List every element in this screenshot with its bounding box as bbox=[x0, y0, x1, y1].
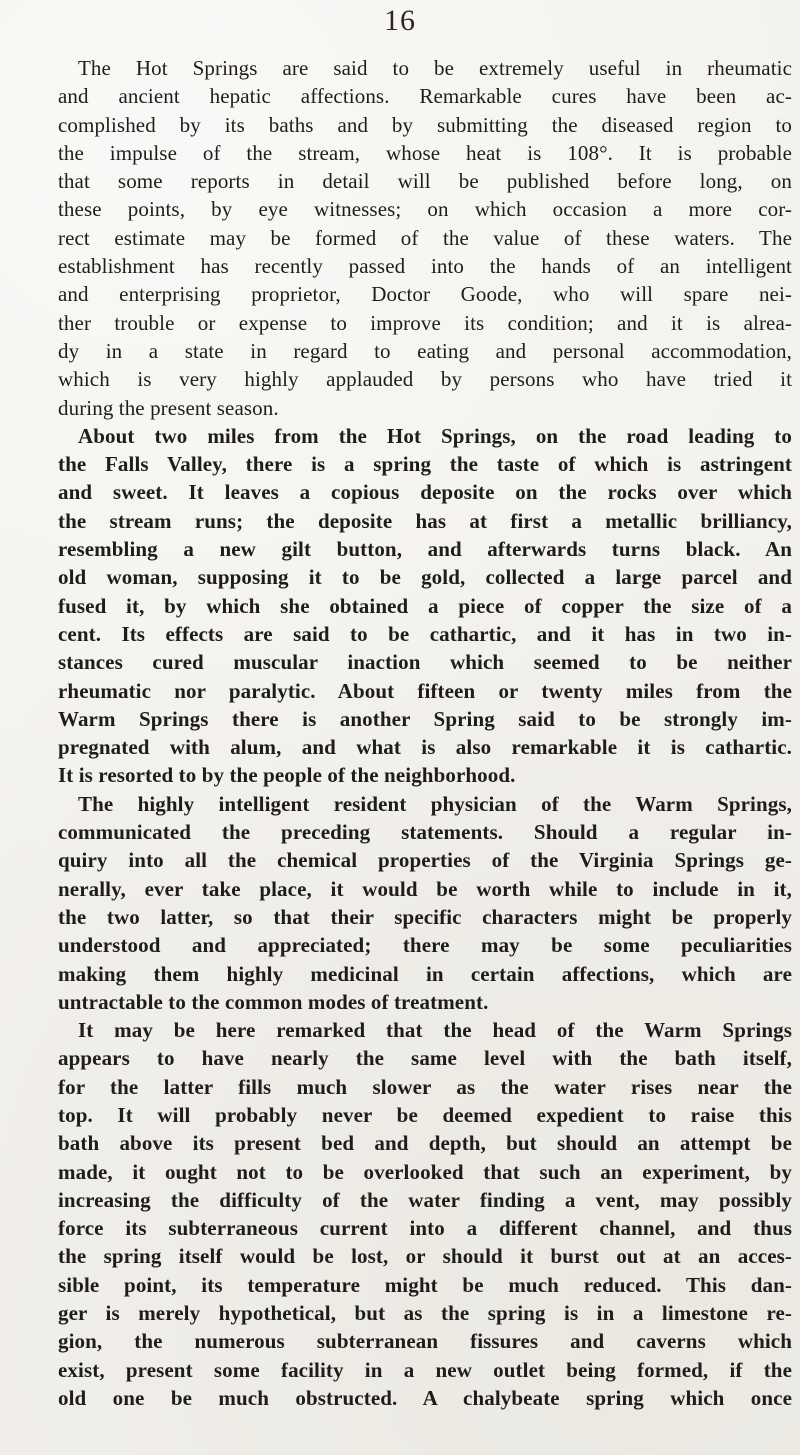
text-line: understood and appreciated; there may be some peculiarities bbox=[58, 933, 792, 958]
page-number: 16 bbox=[384, 4, 416, 37]
text-line: sible point, its temperature might be much reduced. This dan- bbox=[58, 1272, 792, 1297]
text-line: exist, present some facility in a new outlet being formed, if the bbox=[58, 1357, 792, 1382]
text-line: and sweet. It leaves a copious deposite on the rocks over which bbox=[58, 480, 792, 505]
text-line: these points, by eye witnesses; on which occasion a more cor- bbox=[58, 197, 792, 222]
text-line: The Hot Springs are said to be extremely useful in rheumatic bbox=[78, 56, 792, 80]
text-line: fused it, by which she obtained a piece of copper the size of a bbox=[58, 593, 792, 618]
text-line: ther trouble or expense to improve its condition; and it is alrea- bbox=[58, 310, 792, 335]
text-line: rheumatic nor paralytic. About fifteen or twenty miles from the bbox=[58, 678, 792, 703]
text-line: that some reports in detail will be published before long, on bbox=[58, 169, 792, 194]
text-line: quiry into all the chemical properties of the Virginia Springs ge- bbox=[58, 848, 792, 873]
text-line: pregnated with alum, and what is also remarkable it is cathartic. bbox=[58, 735, 792, 760]
text-line: the spring itself would be lost, or should it burst out at an acces- bbox=[58, 1244, 792, 1269]
text-line: which is very highly applauded by persons who have tried it bbox=[58, 367, 792, 392]
text-line: old woman, supposing it to be gold, collected a large parcel and bbox=[58, 565, 792, 590]
text-line: gion, the numerous subterranean fissures and caverns which bbox=[58, 1329, 792, 1354]
text-line: complished by its baths and by submitting the diseased region to bbox=[58, 112, 792, 137]
text-line: establishment has recently passed into the hands of an intelligent bbox=[58, 254, 792, 279]
body-text bbox=[58, 54, 792, 1412]
text-line: dy in a state in regard to eating and personal accommodation, bbox=[58, 338, 792, 363]
text-line: communicated the preceding statements. Should a regular in- bbox=[58, 820, 792, 845]
text-line: for the latter fills much slower as the water rises near the bbox=[58, 1074, 792, 1099]
text-line: making them highly medicinal in certain affections, which are bbox=[58, 961, 792, 986]
text-line: cent. Its effects are said to be cathartic, and it has in two in- bbox=[58, 621, 792, 646]
text-line: made, it ought not to be overlooked that such an experiment, by bbox=[58, 1159, 792, 1184]
text-line: untractable to the common modes of treatment. bbox=[58, 989, 489, 1014]
text-line: and ancient hepatic affections. Remarkable cures have been ac- bbox=[58, 84, 792, 109]
text-line: Warm Springs there is another Spring said to be strongly im- bbox=[58, 706, 792, 731]
text-line: and enterprising proprietor, Doctor Goode, who will spare nei- bbox=[58, 282, 792, 307]
text-line: force its subterraneous current into a different channel, and thus bbox=[58, 1216, 792, 1241]
text-line: top. It will probably never be deemed expedient to raise this bbox=[58, 1102, 792, 1127]
text-line: increasing the difficulty of the water finding a vent, may possibly bbox=[58, 1187, 792, 1212]
text-line: The highly intelligent resident physician of the Warm Springs, bbox=[78, 791, 792, 816]
text-line: About two miles from the Hot Springs, on the road leading to bbox=[78, 423, 792, 448]
text-line: during the present season. bbox=[58, 395, 279, 420]
text-line: stances cured muscular inaction which seemed to be neither bbox=[58, 650, 792, 675]
text-line: the stream runs; the deposite has at first a metallic brilliancy, bbox=[58, 508, 792, 533]
text-line: bath above its present bed and depth, but should an attempt be bbox=[58, 1131, 792, 1156]
text-line: ger is merely hypothetical, but as the spring is in a limestone re- bbox=[58, 1301, 792, 1326]
text-line: It is resorted to by the people of the neighborhood. bbox=[58, 763, 516, 788]
text-line: appears to have nearly the same level with the bath itself, bbox=[58, 1046, 792, 1071]
text-line: the two latter, so that their specific characters might be properly bbox=[58, 904, 792, 929]
text-line: the Falls Valley, there is a spring the taste of which is astringent bbox=[58, 452, 792, 477]
text-line: the impulse of the stream, whose heat is 108°. It is probable bbox=[58, 140, 792, 165]
text-line: old one be much obstructed. A chalybeate spring which once bbox=[58, 1385, 792, 1410]
text-line: It may be here remarked that the head of the Warm Springs bbox=[78, 1018, 792, 1043]
text-line: resembling a new gilt button, and afterwards turns black. An bbox=[58, 537, 792, 562]
text-line: nerally, ever take place, it would be worth while to include in it, bbox=[58, 876, 792, 901]
text-line: rect estimate may be formed of the value of these waters. The bbox=[58, 225, 792, 250]
